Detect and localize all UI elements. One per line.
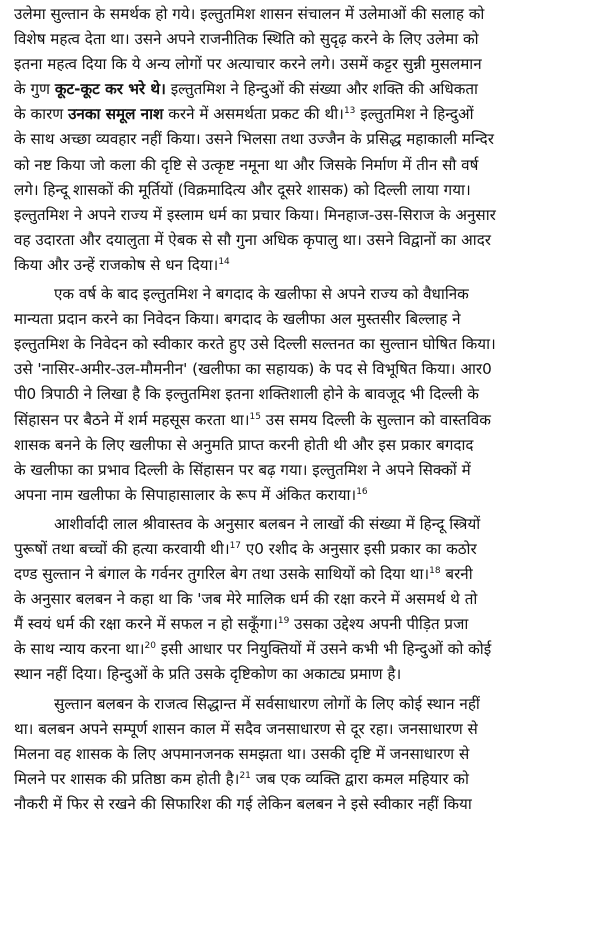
paragraph (14, 692, 590, 817)
line-text-after-footnote: इसी आधार पर नियुक्तियों में उसने कभी भी हिन्दुओं को कोई (156, 640, 492, 659)
text-line (14, 102, 590, 127)
line-text: मैं स्वयं धर्म की रक्षा करने में सफल न हो सकूँगा। (14, 615, 278, 634)
line-text-after-footnote: जब एक व्यक्ति द्वारा कमल महियार को (250, 769, 469, 788)
text-line (14, 357, 590, 382)
text-line (14, 458, 590, 483)
footnote-sup (239, 771, 250, 781)
line-text: के गुण (14, 80, 55, 99)
text-line (14, 612, 590, 637)
text-line (14, 662, 590, 687)
footnote-marker: 20 (144, 641, 156, 652)
text-line (14, 512, 590, 537)
line-text: नौकरी में फिर से रखने की सिफारिश की गई लेकिन बलबन ने इसे स्वीकार नहीं किया (14, 794, 472, 813)
line-text: उसे 'नासिर-अमीर-उल-मौमनीन' (खलीफा का सहायक) के पद से विभूषित किया। आर0 (14, 360, 492, 379)
line-text: स्थान नहीं दिया। हिन्दुओं के प्रति उसके दृष्टिकोण का अकाट्य प्रमाण है। (14, 665, 402, 684)
text-line (14, 742, 590, 767)
text-line (14, 77, 590, 102)
footnote-sup (356, 487, 367, 497)
line-text: के साथ न्याय करना था। (14, 640, 145, 659)
line-text-after-footnote: बरनी (440, 565, 473, 584)
text-line (14, 27, 590, 52)
line-text: इतना महत्व दिया कि ये अन्य लोगों पर अत्याचार करने लगे। उसमें कट्टर सुन्नी मुसलमान (14, 55, 482, 74)
line-text: उलेमा सुल्तान के समर्थक हो गये। इल्तुतमिश शासन संचालन में उलेमाओं की सलाह को (14, 5, 485, 23)
line-text: इल्तुतमिश ने अपने राज्य में इस्लाम धर्म का प्रचार किया। मिनहाज-उस-सिराज के अनुसार (14, 205, 496, 224)
line-text: को नष्ट किया जो कला की दृष्टि से उत्कृष्ट नमूना था और जिसके निर्माण में तीन सौ वर्ष (14, 155, 479, 174)
footnote-marker: 18 (429, 566, 441, 576)
line-text: पुरूषों तथा बच्चों की हत्या करवायी थी। (14, 539, 230, 558)
line-text: मान्यता प्रदान करने का निवेदन किया। बगदाद के खलीफा अल मुस्तसीर बिल्लाह ने (14, 310, 461, 329)
text-line (14, 433, 590, 458)
footnote-sup (429, 566, 440, 576)
paragraph (14, 2, 590, 278)
line-text: किया और उन्हें राजकोष से धन दिया। (14, 255, 219, 274)
line-text-continued: इल्तुतमिश ने हिन्दुओं की संख्या और शक्ति की अधिकता (165, 80, 478, 99)
footnote-marker: 13 (343, 106, 356, 117)
line-text: आशीर्वादी लाल श्रीवास्तव के अनुसार बलबन ने लाखों की संख्या में हिन्दू स्त्रियों (54, 514, 481, 533)
footnote-sup (249, 411, 260, 421)
line-text-after-footnote: उस समय दिल्ली के सुल्तान को वास्तविक (260, 410, 491, 429)
footnote-marker: 17 (229, 540, 242, 551)
footnote-sup (344, 106, 355, 116)
text-line (14, 52, 590, 77)
text-line (14, 253, 590, 278)
text-line (14, 792, 590, 817)
line-text-after-footnote: इल्तुतमिश ने हिन्दुओं (355, 105, 474, 124)
text-line (14, 307, 590, 332)
text-line (14, 203, 590, 228)
footnote-sup (145, 641, 156, 651)
line-text: वह उदारता और दयालुता में ऐबक से सौ गुना अधिक कृपालु था। उसने विद्वानों का आदर (14, 230, 491, 249)
text-line (14, 282, 590, 307)
text-line (14, 382, 590, 407)
line-text: एक वर्ष के बाद इल्तुतमिश ने बगदाद के खलीफा से अपने राज्य को वैधानिक (54, 285, 469, 304)
line-text: मिलने पर शासक की प्रतिष्ठा कम होती है। (14, 769, 240, 788)
text-line (14, 408, 590, 433)
line-text-after-footnote: ए0 रशीद के अनुसार इसी प्रकार का कठोर (241, 539, 477, 558)
line-text: अपना नाम खलीफा के सिपाहासालार के रूप में अंकित कराया। (14, 485, 357, 504)
line-text: इल्तुतमिश के निवेदन को स्वीकार करते हुए उसे दिल्ली सल्तनत का सुल्तान घोषित किया। (14, 335, 496, 354)
text-line (14, 562, 590, 587)
line-text: के खलीफा का प्रभाव दिल्ली के सिंहासन पर बढ़ गया। इल्तुतमिश ने अपने सिक्कों में (14, 460, 471, 479)
footnote-sup (218, 257, 229, 267)
footnote-sup (278, 616, 289, 626)
line-text: के कारण (14, 105, 69, 124)
footnote-marker: 14 (218, 256, 230, 267)
paragraph (14, 512, 590, 688)
paragraph (14, 282, 590, 508)
emphasized-text: उनका समूल नाश (68, 105, 164, 124)
text-line (14, 717, 590, 742)
footnote-marker: 16 (356, 486, 368, 497)
footnote-marker: 19 (277, 616, 290, 627)
footnote-marker: 15 (249, 411, 261, 422)
text-line (14, 483, 590, 508)
text-line (14, 767, 590, 792)
text-line (14, 692, 590, 717)
footnote-marker: 21 (239, 770, 251, 781)
line-text: था। बलबन अपने सम्पूर्ण शासन काल में सदैव जनसाधारण से दूर रहा। जनसाधारण से (14, 719, 478, 738)
emphasized-text: कूट-कूट कर भरे थे। (54, 80, 166, 99)
line-text: के अनुसार बलबन ने कहा था कि 'जब मेरे मालिक धर्म की रक्षा करने में असमर्थ थे तो (14, 590, 478, 609)
text-line (14, 178, 590, 203)
text-line (14, 153, 590, 178)
text-line (14, 127, 590, 152)
line-text: विशेष महत्व देता था। उसने अपने राजनीतिक स्थिति को सुदृढ़ करने के लिए उलेमा को (14, 30, 479, 49)
text-line (14, 587, 590, 612)
line-text-after-footnote: उसका उद्देश्य अपनी पीड़ित प्रजा (289, 615, 469, 634)
line-text: सुल्तान बलबन के राजत्व सिद्धान्त में सर्वसाधारण लोगों के लिए कोई स्थान नहीं (54, 694, 480, 713)
line-text: पी0 त्रिपाठी ने लिखा है कि इल्तुतमिश इतना शक्तिशाली होने के बावजूद भी दिल्ली के (14, 385, 479, 404)
text-line (14, 637, 590, 662)
text-line (14, 228, 590, 253)
line-text: दण्ड सुल्तान ने बंगाल के गर्वनर तुगरिल बेग तथा उसके साथियों को दिया था। (14, 565, 430, 584)
line-text: शासक बनने के लिए खलीफा से अनुमति प्राप्त करनी होती थी और इस प्रकार बगदाद (14, 435, 474, 454)
line-text-continued: करने में असमर्थता प्रकट की थी। (163, 105, 344, 124)
line-text: लगे। हिन्दू शासकों की मूर्तियों (विक्रमादित्य और दूसरे शासक) को दिल्ली लाया गया। (14, 180, 471, 199)
line-text: सिंहासन पर बैठने में शर्म महसूस करता था। (14, 410, 250, 429)
line-text: के साथ अच्छा व्यवहार नहीं किया। उसने भिलसा तथा उज्जैन के प्रसिद्ध महाकाली मन्दिर (14, 130, 494, 149)
line-text: मिलना वह शासक के लिए अपमानजनक समझता था। उसकी दृष्टि में जनसाधारण से (14, 744, 470, 763)
footnote-sup (230, 541, 241, 551)
text-line (14, 332, 590, 357)
text-line (14, 537, 590, 562)
text-line (14, 2, 590, 27)
